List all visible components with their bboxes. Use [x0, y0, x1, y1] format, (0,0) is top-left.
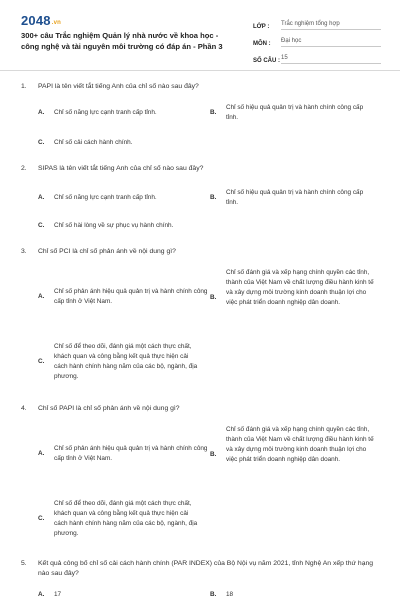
question-body: Chỉ số PCI là chỉ số phản ánh về nội dung gì?: [38, 248, 176, 255]
option-letter: B.: [210, 294, 217, 301]
meta-row-class: [253, 13, 381, 30]
question-body: PAPI là tên viết tắt tiếng Anh của chỉ số nào sau đây?: [38, 83, 199, 90]
document-title: 300+ câu Trắc nghiệm Quản lý nhà nước về khoa học - công nghệ và tài nguyên môi trường có đáp án - Phần 3: [21, 31, 223, 51]
site-logo[interactable]: [21, 13, 61, 28]
option-text: 18: [226, 591, 234, 598]
question-number: 4.: [21, 405, 27, 412]
option-letter: A.: [38, 591, 45, 598]
question-text: [21, 404, 381, 414]
question-number: 1.: [21, 83, 27, 90]
question-number: 3.: [21, 248, 27, 255]
meta-value: Đại học: [281, 38, 381, 47]
option-letter: C.: [38, 139, 45, 146]
option-letter: C.: [38, 358, 45, 365]
question-number: 5.: [21, 560, 27, 567]
meta-key: SỐ CÂU :: [253, 58, 280, 64]
option-text: Chỉ số năng lực cạnh tranh cấp tỉnh.: [54, 194, 157, 201]
meta-table: [253, 13, 381, 64]
option-letter: B.: [210, 451, 217, 458]
option-letter: A.: [38, 293, 45, 300]
option-letter: A.: [38, 109, 45, 116]
option-letter: A.: [38, 194, 45, 201]
option-letter: C.: [38, 222, 45, 229]
question-1: [21, 82, 381, 152]
question-2: [21, 164, 381, 234]
question-text: [21, 82, 381, 92]
meta-key: MÔN :: [253, 41, 271, 47]
question-body: Chỉ số PAPI là chỉ số phản ánh về nội dung gì?: [38, 405, 180, 412]
question-4: [21, 404, 381, 554]
question-body: Kết quả công bố chỉ số cải cách hành chính (PAR INDEX) của Bộ Nội vụ năm 2021, tỉnh Nghệ An xếp thứ hạng nào sau đây?: [38, 560, 374, 577]
option-text: Chỉ số hiệu quả quản trị và hành chính công cấp tỉnh.: [226, 104, 364, 121]
meta-row-count: [253, 47, 381, 64]
question-text: [21, 164, 381, 174]
option-text: Chỉ số để theo dõi, đánh giá một cách thực chất, khách quan và công bằng kết quả thực hiện cải cách hành chính hàng năm của các bộ, ngành, địa phương.: [54, 343, 198, 380]
question-3: [21, 247, 381, 397]
question-5: [21, 559, 381, 600]
option-text: Chỉ số phản ánh hiệu quả quản trị và hành chính công cấp tỉnh ở Việt Nam.: [54, 445, 208, 462]
question-text: [21, 559, 381, 579]
meta-row-subject: [253, 30, 381, 47]
option-text: Chỉ số cải cách hành chính.: [54, 139, 133, 146]
meta-value: 15: [281, 55, 381, 64]
option-text: Chỉ số phản ánh hiệu quả quản trị và hành chính công cấp tỉnh ở Việt Nam.: [54, 288, 208, 305]
meta-key: LỚP :: [253, 24, 270, 30]
meta-value: Trắc nghiệm tổng hợp: [281, 21, 381, 30]
option-text: Chỉ số đánh giá và xếp hạng chính quyền các tỉnh, thành của Việt Nam về chất lượng điều hành kinh tế và xây dựng môi trường kinh doanh thuận lợi cho việc phát triển doanh nghiệp dân doanh.: [226, 269, 374, 306]
question-text: [21, 247, 381, 257]
option-text: Chỉ số hiệu quả quản trị và hành chính công cấp tỉnh.: [226, 189, 364, 206]
option-text: Chỉ số năng lực cạnh tranh cấp tỉnh.: [54, 109, 157, 116]
question-number: 2.: [21, 165, 27, 172]
question-body: SIPAS là tên viết tắt tiếng Anh của chỉ số nào sau đây?: [38, 165, 204, 172]
option-text: Chỉ số để theo dõi, đánh giá một cách thực chất, khách quan và công bằng kết quả thực hiện cải cách hành chính hàng năm của các bộ, ngành, địa phương.: [54, 500, 198, 537]
option-letter: C.: [38, 515, 45, 522]
option-letter: B.: [210, 194, 217, 201]
option-text: 17: [54, 591, 62, 598]
option-text: Chỉ số hài lòng về sự phục vụ hành chính.: [54, 222, 174, 229]
logo-suffix: .vn: [51, 20, 62, 26]
option-letter: B.: [210, 591, 217, 598]
document-header: [0, 0, 400, 68]
logo-main: 2048: [21, 13, 51, 28]
option-text: Chỉ số đánh giá và xếp hạng chính quyền các tỉnh, thành của Việt Nam về chất lượng điều hành kinh tế và xây dựng môi trường kinh doanh thuận lợi cho việc phát triển doanh nghiệp dân doanh.: [226, 426, 374, 463]
option-letter: B.: [210, 109, 217, 116]
header-divider: [0, 70, 400, 71]
option-letter: A.: [38, 450, 45, 457]
